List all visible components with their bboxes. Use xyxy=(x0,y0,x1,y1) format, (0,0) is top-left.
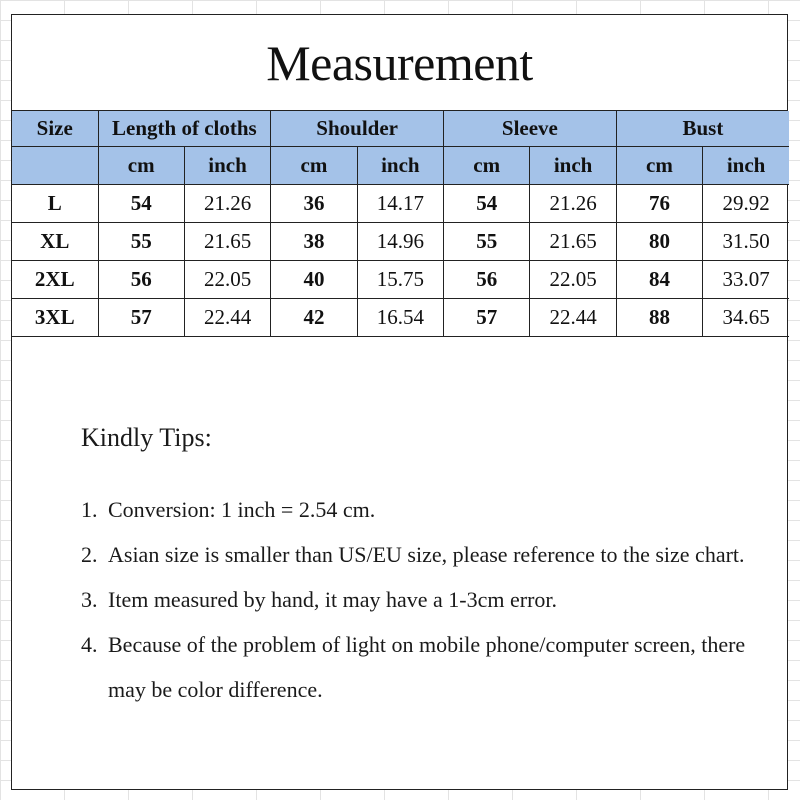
tips-heading: Kindly Tips: xyxy=(81,423,212,452)
shoulder-inch-cell: 16.54 xyxy=(357,299,443,337)
sleeve-inch-cell: 21.26 xyxy=(530,185,616,223)
shoulder-cm-cell: 40 xyxy=(271,261,357,299)
bust-cm-cell: 80 xyxy=(616,223,702,261)
shoulder-inch-cell: 15.75 xyxy=(357,261,443,299)
unit-cm-header: cm xyxy=(98,147,184,185)
shoulder-cm-cell: 38 xyxy=(271,223,357,261)
bust-inch-cell: 31.50 xyxy=(703,223,789,261)
tip-number: 2. xyxy=(81,542,98,567)
length-inch-cell: 21.65 xyxy=(184,223,270,261)
unit-cm-header: cm xyxy=(444,147,530,185)
kindly-tips xyxy=(81,423,761,712)
shoulder-cm-cell: 36 xyxy=(271,185,357,223)
bust-cm-cell: 84 xyxy=(616,261,702,299)
unit-cm-header: cm xyxy=(271,147,357,185)
sleeve-cm-cell: 57 xyxy=(444,299,530,337)
table-row xyxy=(12,299,789,337)
page-title: Measurement xyxy=(12,15,787,111)
sleeve-cm-cell: 55 xyxy=(444,223,530,261)
sleeve-inch-cell: 21.65 xyxy=(530,223,616,261)
tip-text: Asian size is smaller than US/EU size, please reference to the size chart. xyxy=(108,542,745,567)
bust-header: Bust xyxy=(616,111,789,147)
size-chart-sheet xyxy=(11,14,788,790)
tip-text: Because of the problem of light on mobile phone/computer screen, there may be color difference. xyxy=(108,632,746,702)
shoulder-cm-cell: 42 xyxy=(271,299,357,337)
length-header: Length of cloths xyxy=(98,111,271,147)
bust-cm-cell: 88 xyxy=(616,299,702,337)
shoulder-inch-cell: 14.17 xyxy=(357,185,443,223)
tip-number: 1. xyxy=(81,497,98,522)
size-header: Size xyxy=(12,111,98,147)
list-item xyxy=(81,487,761,532)
bust-inch-cell: 33.07 xyxy=(703,261,789,299)
table-row xyxy=(12,261,789,299)
bust-cm-cell: 76 xyxy=(616,185,702,223)
length-cm-cell: 54 xyxy=(98,185,184,223)
length-cm-cell: 57 xyxy=(98,299,184,337)
table-row xyxy=(12,185,789,223)
sleeve-header: Sleeve xyxy=(444,111,617,147)
unit-inch-header: inch xyxy=(357,147,443,185)
tips-list xyxy=(81,487,761,712)
shoulder-inch-cell: 14.96 xyxy=(357,223,443,261)
tip-text: Conversion: 1 inch = 2.54 cm. xyxy=(108,497,376,522)
sleeve-cm-cell: 54 xyxy=(444,185,530,223)
list-item xyxy=(81,532,761,577)
table-unit-row xyxy=(12,147,789,185)
length-cm-cell: 56 xyxy=(98,261,184,299)
tip-number: 4. xyxy=(81,632,98,657)
length-cm-cell: 55 xyxy=(98,223,184,261)
length-inch-cell: 22.44 xyxy=(184,299,270,337)
size-cell: 2XL xyxy=(12,261,98,299)
tip-number: 3. xyxy=(81,587,98,612)
blank-unit-cell xyxy=(12,147,98,185)
sleeve-cm-cell: 56 xyxy=(444,261,530,299)
length-inch-cell: 22.05 xyxy=(184,261,270,299)
bust-inch-cell: 29.92 xyxy=(703,185,789,223)
list-item xyxy=(81,622,761,712)
size-cell: L xyxy=(12,185,98,223)
list-item xyxy=(81,577,761,622)
unit-inch-header: inch xyxy=(530,147,616,185)
size-table xyxy=(12,111,789,337)
table-header-row xyxy=(12,111,789,147)
tip-text: Item measured by hand, it may have a 1-3cm error. xyxy=(108,587,558,612)
unit-inch-header: inch xyxy=(703,147,789,185)
unit-inch-header: inch xyxy=(184,147,270,185)
bust-inch-cell: 34.65 xyxy=(703,299,789,337)
length-inch-cell: 21.26 xyxy=(184,185,270,223)
sleeve-inch-cell: 22.05 xyxy=(530,261,616,299)
size-cell: 3XL xyxy=(12,299,98,337)
unit-cm-header: cm xyxy=(616,147,702,185)
table-row xyxy=(12,223,789,261)
sleeve-inch-cell: 22.44 xyxy=(530,299,616,337)
size-cell: XL xyxy=(12,223,98,261)
shoulder-header: Shoulder xyxy=(271,111,444,147)
